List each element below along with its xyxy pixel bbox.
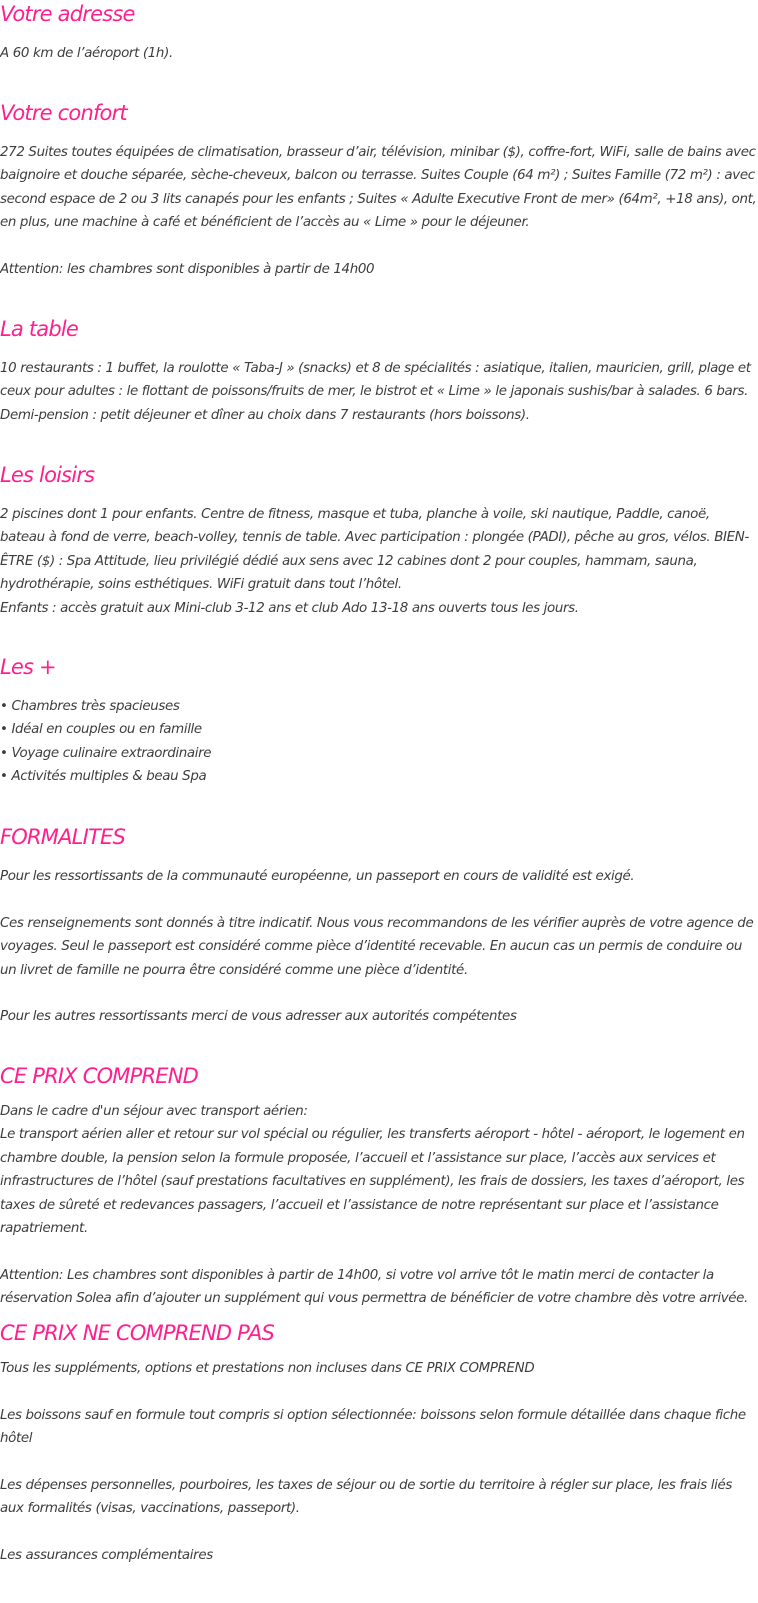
paragraph: Pour les ressortissants de la communauté européenne, un passeport en cours de validité est exigé. bbox=[0, 869, 635, 884]
section-title-confort: Votre confort bbox=[0, 101, 127, 125]
paragraph: Ces renseignements sont donnés à titre indicatif. Nous vous recommandons de les vérifier auprès de votre agence de voyages. Seul le passeport est considéré comme pièce d’identité recevable. En aucun cas un permis de conduire ou un livret de famille ne pourra être considéré comme une pièce d’identité. bbox=[0, 915, 754, 978]
paragraph: Pour les autres ressortissants merci de vous adresser aux autorités compétentes bbox=[0, 1009, 517, 1025]
list-item: • Voyage culinaire extraordinaire bbox=[0, 745, 212, 761]
section-loisirs bbox=[0, 461, 758, 620]
section-plus bbox=[0, 653, 758, 789]
paragraph: Les assurances complémentaires bbox=[0, 1548, 213, 1564]
section-body-adresse bbox=[0, 42, 758, 65]
paragraph: Tous les suppléments, options et prestations non incluses dans CE PRIX COMPREND bbox=[0, 1361, 535, 1376]
paragraph: Attention: les chambres sont disponibles à partir de 14h00 bbox=[0, 262, 375, 278]
section-title-adresse: Votre adresse bbox=[0, 2, 135, 26]
section-title-plus: Les + bbox=[0, 655, 56, 679]
section-body-formalites bbox=[0, 865, 758, 1029]
paragraph: Les boissons sauf en formule tout compris si option sélectionnée: boissons selon formule détaillée dans chaque fiche hôtel bbox=[0, 1407, 746, 1447]
section-title-table: La table bbox=[0, 317, 79, 341]
section-confort bbox=[0, 99, 758, 281]
section-body-table bbox=[0, 357, 758, 427]
section-title-ne-comprend: CE PRIX NE COMPREND PAS bbox=[0, 1321, 275, 1345]
section-title-loisirs: Les loisirs bbox=[0, 463, 95, 487]
paragraph: Attention: Les chambres sont disponibles à partir de 14h00, si votre vol arrive tôt le matin merci de contacter la réservation Solea afin d’ajouter un supplément qui vous permettra de bénéficier de votre chambre dès votre arrivée. bbox=[0, 1267, 748, 1307]
paragraph: A 60 km de l’aéroport (1h). bbox=[0, 46, 173, 61]
section-title-formalites: FORMALITES bbox=[0, 825, 126, 849]
paragraph: 10 restaurants : 1 buffet, la roulotte « Taba-J » (snacks) et 8 de spécialités : asiatique, italien, mauricien, grill, plage et ceux pour adultes : le flottant de poissons/fruits de mer, le bistrot et « Lime » le japonais sushis/bar à salades. 6 bars. bbox=[0, 361, 751, 400]
section-body-comprend bbox=[0, 1100, 758, 1311]
list-item: • Chambres très spacieuses bbox=[0, 699, 180, 714]
section-body-ne-comprend bbox=[0, 1357, 758, 1568]
section-comprend bbox=[0, 1062, 758, 1311]
paragraph: Le transport aérien aller et retour sur vol spécial ou régulier, les transferts aéroport - hôtel - aéroport, le logement en chambre double, la pension selon la formule proposée, l’accueil et l’assistance sur place, l’accès aux services et infrastructures de l’hôtel (sauf prestations facultatives en supplément), les frais de dossiers, les taxes d’aéroport, les taxes de sûreté et redevances passagers, l’accueil et l’assistance de notre représentant sur place et l’assistance rapatriement. bbox=[0, 1127, 745, 1237]
section-body-loisirs bbox=[0, 503, 758, 620]
paragraph: 2 piscines dont 1 pour enfants. Centre de fitness, masque et tuba, planche à voile, ski nautique, Paddle, canoë, bateau à fond de verre, beach-volley, tennis de table. Avec participation : plongée (PADI), pêche au gros, vélos. BIEN-ÊTRE ($) : Spa Attitude, lieu privilégié dédié aux sens avec 12 cabines dont 2 pour couples, hammam, sauna, hydrothérapie, soins esthétiques. WiFi gratuit dans tout l’hôtel. bbox=[0, 507, 749, 593]
section-formalites bbox=[0, 823, 758, 1029]
list-item: • Idéal en couples ou en famille bbox=[0, 722, 202, 738]
paragraph: Les dépenses personnelles, pourboires, les taxes de séjour ou de sortie du territoire à régler sur place, les frais liés aux formalités (visas, vaccinations, passeport). bbox=[0, 1478, 732, 1517]
section-title-comprend: CE PRIX COMPREND bbox=[0, 1064, 199, 1088]
list-item: • Activités multiples & beau Spa bbox=[0, 769, 207, 785]
section-body-plus bbox=[0, 695, 758, 789]
paragraph: Dans le cadre d'un séjour avec transport aérien: bbox=[0, 1104, 308, 1119]
section-body-confort bbox=[0, 141, 758, 281]
paragraph: Enfants : accès gratuit aux Mini-club 3-12 ans et club Ado 13-18 ans ouverts tous les jours. bbox=[0, 600, 579, 616]
paragraph: 272 Suites toutes équipées de climatisation, brasseur d’air, télévision, minibar ($), coffre-fort, WiFi, salle de bains avec baignoire et douche séparée, sèche-cheveux, balcon ou terrasse. Suites Couple (64 m²) ; Suites Famille (72 m²) : avec second espace de 2 ou 3 lits canapés pour les enfants ; Suites « Adulte Executive Front de mer» (64m², +18 ans), ont, en plus, une machine à café et bénéficient de l’accès au « Lime » pour le déjeuner. bbox=[0, 145, 757, 231]
section-adresse bbox=[0, 0, 758, 65]
section-table bbox=[0, 315, 758, 427]
paragraph: Demi-pension : petit déjeuner et dîner au choix dans 7 restaurants (hors boissons). bbox=[0, 407, 530, 423]
section-ne-comprend bbox=[0, 1319, 758, 1568]
